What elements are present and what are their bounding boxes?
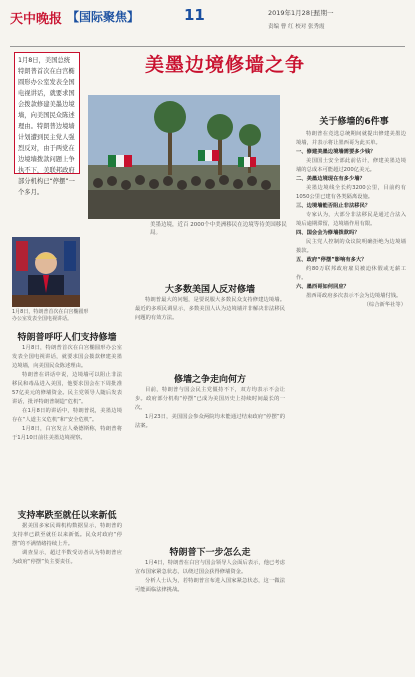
- sidebar-subheading: 三、边境墙能否阻止非法移民？: [296, 203, 371, 209]
- source-credit: （综合新华社等）: [363, 302, 406, 308]
- page-header: [10, 6, 405, 46]
- sidebar-title: 关于修墙的6件事: [319, 117, 389, 127]
- page-headline: 美墨边境修墙之争: [144, 54, 305, 76]
- sidebar-subheading: 五、政府“停摆”影响有多大？: [296, 257, 367, 263]
- paragraph: 特朗普最大的问题，是要说服大多数民众支持修建边境墙。最近的多项民调显示，多数美国人认为边境墙并非解决非法移民问题的有效方法。: [135, 297, 285, 321]
- header-divider: [10, 46, 405, 47]
- paragraph: 美国国土安全部此前估计，修建美墨边境墙的总成本可能超过200亿美元。: [296, 158, 406, 173]
- paragraph: 在1月8日的讲话中，特朗普说，美墨边境存在“人道主义危机”和“安全危机”。: [12, 408, 122, 423]
- editors-line: 责编 曹 红 校对 张秀霞: [268, 24, 325, 30]
- paragraph: 分析人士认为，若特朗普宣布进入国家紧急状态，这一做法可能面临法律挑战。: [135, 578, 285, 593]
- column-next-step: [135, 559, 285, 669]
- section-heading-outlook: 修墙之争走向何方: [173, 375, 246, 385]
- newspaper-logo: 天中晚报: [10, 12, 63, 27]
- photo-caption: 美墨边境，近百 2000个中美洲移民在边境等待美国移民局。: [150, 222, 287, 236]
- paragraph: 1月8日，特朗普首次在白宫椭圆形办公室发表全国电视讲话，就要求国会拨款修建美墨边境墙，向美国民众陈述理由。: [12, 345, 122, 369]
- paragraph: 调查显示，超过半数受访者认为特朗普应为政府“停摆”负主要责任。: [12, 550, 122, 565]
- column-outlook: [135, 386, 285, 536]
- issue-weekday: 星期一: [314, 9, 334, 17]
- paragraph: 据美国多家民调机构数据显示，特朗普的支持率已跌至就任以来新低。民众对政府“停摆”的不满情绪持续上升。: [12, 523, 122, 547]
- issue-date: 2019年1月28日: [268, 9, 317, 17]
- sidebar-subheading: 二、美墨边境现在有多少墙？: [296, 176, 365, 182]
- column-support: [12, 344, 122, 494]
- paragraph: 1月4日，特朗普在白宫与国会领导人会面后表示，他已考虑宣布国家紧急状态，以绕过国会获得修墙资金。: [135, 560, 285, 575]
- paragraph: 专家认为，大部分非法移民是通过合法入境后逾期滞留，边境墙作用有限。: [296, 212, 406, 227]
- section-heading-oppose: 大多数美国人反对修墙: [164, 285, 255, 295]
- border-crowd-photo: [88, 95, 280, 219]
- column-approval: [12, 522, 122, 672]
- trump-speech-photo-art: [12, 237, 80, 307]
- page-number: 11: [184, 6, 205, 24]
- sidebar-column: [296, 130, 406, 670]
- section-heading-support: 特朗普呼吁人们支持修墙: [17, 333, 117, 343]
- section-heading-next-step: 特朗普下一步怎么走: [169, 548, 251, 558]
- paragraph: 1月8日，白宫发言人桑德斯称，特朗普将于1月10日前往美墨边境视察。: [12, 426, 122, 441]
- sidebar-subheading: 四、国会会为修墙拨款吗？: [296, 230, 360, 236]
- paragraph: 目前，特朗普与国会民主党僵持不下，双方均表示不会让步。政府部分机构“停摆”已成为美国历史上持续时间最长的一次。: [135, 387, 285, 411]
- paragraph: 约80万联邦政府雇员被迫休假或无薪工作。: [296, 266, 406, 281]
- border-crowd-photo-art: [88, 95, 280, 219]
- pull-quote-box: 1月8日，美国总统特朗普首次在白宫椭圆形办公室发表全国电视讲话，就要求国会拨款修建美墨边境墙，向美国民众陈述理由。特朗普边境墙计划遭到民主党人强烈反对，由于两党在边境墙拨款问题上争执不下，美联邦政府部分机构已“停摆”一个多月。: [14, 52, 80, 174]
- paragraph: 美墨边境线全长约3200公里，目前约有1050公里已建有各类隔离设施。: [296, 185, 406, 200]
- column-oppose: [135, 296, 285, 358]
- sidebar-subheading: 六、墨西哥如何回应？: [296, 284, 349, 290]
- section-label: 【国际聚焦】: [67, 10, 140, 24]
- paragraph: 1月23日，美国国会参众两院均未能通过结束政府“停摆”的法案。: [135, 414, 285, 429]
- sidebar-subheading: 一、修建美墨边境墙需要多少钱？: [296, 149, 376, 155]
- paragraph: 墨西哥政府多次表示不会为边境墙付钱。: [306, 293, 402, 299]
- section-heading-approval: 支持率跌至就任以来新低: [17, 511, 117, 521]
- paragraph: 特朗普在竞选总统期间就提出修建美墨边境墙，并表示将让墨西哥为此买单。: [296, 131, 406, 146]
- paragraph: 民主党人控制的众议院明确拒绝为边境墙拨款。: [296, 239, 406, 254]
- trump-photo-caption: 1月8日，特朗普首次在白宫椭圆形办公室发表全国电视讲话。: [12, 309, 89, 322]
- trump-speech-photo: [12, 237, 80, 307]
- paragraph: 特朗普在讲话中说，边境墙可以阻止非法移民和毒品进入美国，他要求国会在下周批准57亿美元的修墙资金。民主党领导人随后发表讲话，批评特朗普制造“危机”。: [12, 372, 122, 405]
